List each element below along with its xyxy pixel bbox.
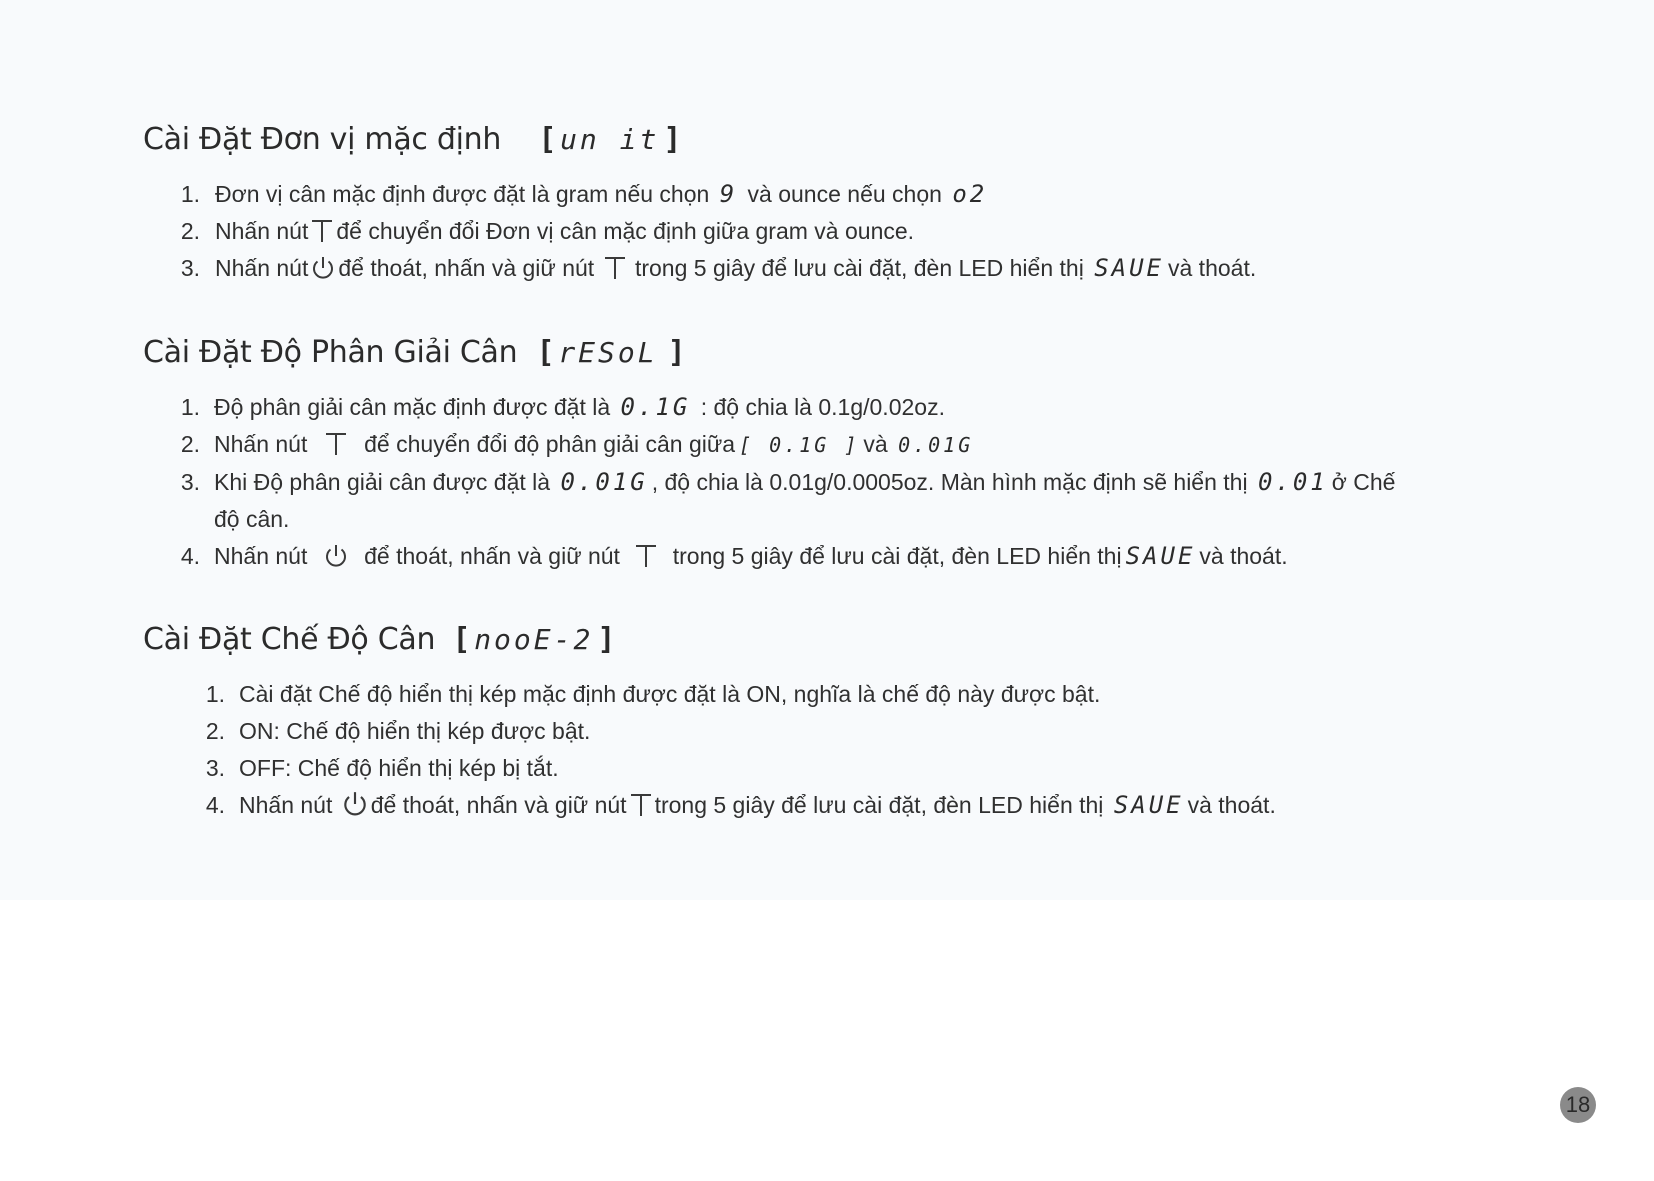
heading-title: Cài Đặt Độ Phân Giải Cân <box>143 335 518 370</box>
page-number-badge: 18 <box>1560 1087 1596 1123</box>
lcd-text: SAUE <box>1094 254 1164 282</box>
lcd-text: 0.01 <box>1257 468 1328 496</box>
list-item: 4. Nhấn nút để thoát, nhấn và giữ nút trong 5 giây để lưu cài đặt, đèn LED hiển thị SAUE và thoát. <box>180 542 1288 570</box>
tare-t-icon <box>631 792 651 816</box>
lcd-text: 0.01G <box>560 468 648 496</box>
list-item-continuation: độ cân. <box>214 506 290 532</box>
list-item: 4. Nhấn nút để thoát, nhấn và giữ nút trong 5 giây để lưu cài đặt, đèn LED hiển thị SAUE và thoát. <box>205 791 1276 819</box>
list-item: 3. OFF: Chế độ hiển thị kép bị tắt. <box>205 755 559 781</box>
list-item: 3. Khi Độ phân giải cân được đặt là 0.01G , độ chia là 0.01g/0.0005oz. Màn hình mặc định sẽ hiển thị 0.01 ở Chế <box>180 468 1396 496</box>
heading-code: rESoL <box>558 336 658 369</box>
power-icon <box>311 255 335 281</box>
heading-title: Cài Đặt Đơn vị mặc định <box>143 122 502 157</box>
list-item: 3. Nhấn nút để thoát, nhấn và giữ nút trong 5 giây để lưu cài đặt, đèn LED hiển thị SAUE và thoát. <box>180 254 1257 282</box>
lcd-text: SAUE <box>1125 542 1196 570</box>
section-heading: Cài Đặt Chế Độ Cân [ nooE-2 ] <box>143 622 616 657</box>
tare-t-icon <box>312 218 332 242</box>
instruction-list <box>199 676 1276 824</box>
tare-t-icon <box>605 255 625 279</box>
list-item: 2. ON: Chế độ hiển thị kép được bật. <box>205 718 591 744</box>
power-icon <box>324 543 348 569</box>
power-icon <box>342 790 368 818</box>
instruction-list <box>174 176 1256 287</box>
lcd-text: 9 <box>719 180 738 208</box>
lcd-text: [ 0.1G ] <box>739 433 860 457</box>
list-item: 1. Độ phân giải cân mặc định được đặt là 0.1G : độ chia là 0.1g/0.02oz. <box>180 393 945 421</box>
heading-code: un it <box>560 123 660 156</box>
lcd-text: o2 <box>952 180 988 208</box>
section-heading: Cài Đặt Đơn vị mặc định [ un it ] <box>143 122 682 157</box>
list-item: 2. Nhấn nút để chuyển đổi Đơn vị cân mặc định giữa gram và ounce. <box>180 218 915 244</box>
heading-code: nooE-2 <box>474 623 594 656</box>
lcd-text: SAUE <box>1113 791 1184 819</box>
list-item: 2. Nhấn nút để chuyển đổi độ phân giải cân giữa [ 0.1G ] và 0.01G <box>180 431 974 457</box>
instruction-list <box>174 389 1395 575</box>
tare-t-icon <box>326 431 346 455</box>
tare-t-icon <box>636 543 656 567</box>
lcd-text: 0.1G <box>620 393 691 421</box>
list-item: 1. Đơn vị cân mặc định được đặt là gram nếu chọn 9 và ounce nếu chọn o2 <box>180 180 988 208</box>
lcd-text: 0.01G <box>898 433 974 457</box>
list-item: 1. Cài đặt Chế độ hiển thị kép mặc định được đặt là ON, nghĩa là chế độ này được bật. <box>205 681 1101 707</box>
section-heading: Cài Đặt Độ Phân Giải Cân [ rESoL ] <box>143 335 686 370</box>
heading-title: Cài Đặt Chế Độ Cân <box>143 622 436 657</box>
